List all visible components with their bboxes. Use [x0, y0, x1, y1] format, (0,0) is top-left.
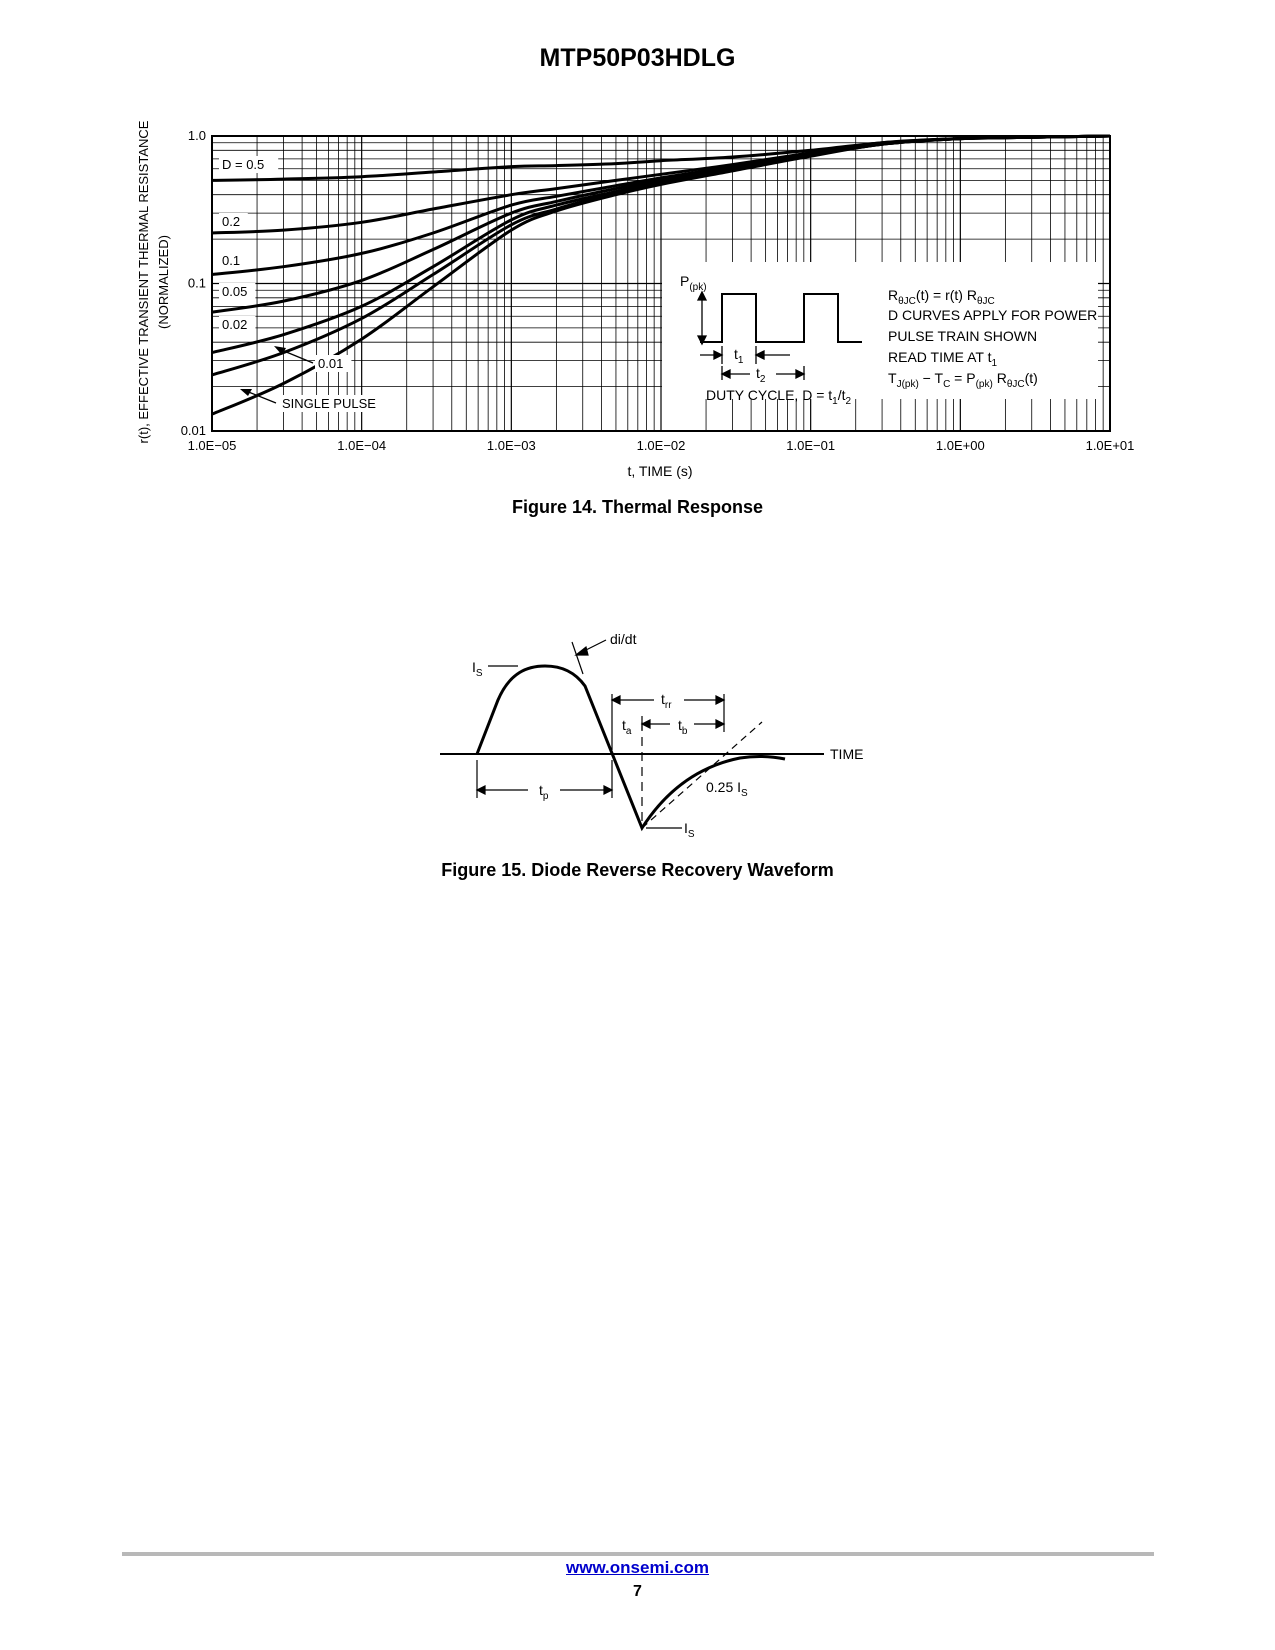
x-axis-label: t, TIME (s) — [627, 463, 693, 479]
x-tick-label: 1.0E−04 — [337, 438, 387, 453]
x-tick-label: 1.0E+00 — [935, 438, 985, 453]
page-number: 7 — [633, 1583, 642, 1600]
t1-label: $t_1$ — [734, 346, 744, 366]
recovery-waveform — [477, 666, 785, 828]
x-tick-label: 1.0E+01 — [1085, 438, 1135, 453]
curve-label: SINGLE PULSE — [282, 396, 376, 411]
ta-label: $t_a$ — [622, 717, 632, 737]
svg-text:READ TIME AT t1: READ TIME AT $t_1$ — [888, 349, 998, 369]
trr-label: $t_{rr}$ — [661, 691, 672, 711]
x-tick-label: 1.0E−05 — [187, 438, 237, 453]
svg-text:PULSE TRAIN SHOWN: PULSE TRAIN SHOWN — [888, 328, 1038, 344]
document-title: MTP50P03HDLG — [539, 44, 736, 72]
tp-label: $t_p$ — [539, 782, 549, 802]
x-tick-label: 1.0E−01 — [786, 438, 836, 453]
y-tick-label: 0.01 — [180, 423, 206, 438]
t2-label: $t_2$ — [756, 365, 766, 385]
curve-label: D = 0.5 — [222, 157, 265, 172]
curve-label: 0.02 — [222, 317, 248, 332]
x-tick-label: 1.0E−02 — [636, 438, 686, 453]
didt-leader — [572, 640, 606, 674]
curve-label: 0.1 — [222, 253, 241, 268]
svg-text:D CURVES APPLY FOR POWER: D CURVES APPLY FOR POWER — [888, 307, 1098, 323]
diode-reverse-recovery-diagram — [0, 600, 1275, 860]
y-axis-label-normalized: (NORMALIZED) — [156, 235, 171, 329]
time-axis-label: TIME — [830, 746, 864, 762]
thermal-response-chart — [0, 0, 1275, 480]
y-tick-label: 0.1 — [187, 275, 206, 291]
is-peak-label: $I_S$ — [472, 659, 483, 679]
curve-label: 0.05 — [222, 284, 248, 299]
y-tick-label: 1.0 — [187, 128, 206, 143]
figure14-caption: Figure 14. Thermal Response — [511, 497, 764, 517]
svg-text:RθJC(t) = r(t) RθJC: $R_{\theta JC}(t) = r(t)$ $R_{\theta JC}$ — [888, 287, 995, 307]
is-reverse-label: $I_S$ — [684, 820, 695, 840]
recovery-tangent-dashed — [642, 722, 762, 828]
duty-cycle-label: DUTY CYCLE, $D = t_1/t_2$ — [706, 387, 852, 407]
onsemi-link[interactable]: www.onsemi.com — [566, 1558, 709, 1577]
x-tick-label: 1.0E−03 — [486, 438, 536, 453]
ppk-label: $P_{(pk)}$ — [680, 273, 707, 293]
quarter-is-label: 0.25 $I_S$ — [706, 779, 748, 799]
tb-label: $t_b$ — [678, 717, 688, 737]
curve-label: 0.2 — [222, 214, 241, 229]
footer-website — [0, 1558, 1275, 1578]
y-axis-label: r(t), EFFECTIVE TRANSIENT THERMAL RESISTANCE — [136, 120, 151, 444]
curve-label: 0.01 — [318, 356, 344, 371]
didt-label: di/dt — [610, 631, 637, 647]
footer-divider — [122, 1552, 1154, 1556]
svg-text:TJ(pk) − TC = P(pk) RθJC(t): $T_{J(pk)} - T_C = P_{(pk)}$ $R_{\theta JC}(t)$ — [888, 370, 1038, 390]
figure15-caption: Figure 15. Diode Reverse Recovery Waveform — [441, 860, 834, 880]
